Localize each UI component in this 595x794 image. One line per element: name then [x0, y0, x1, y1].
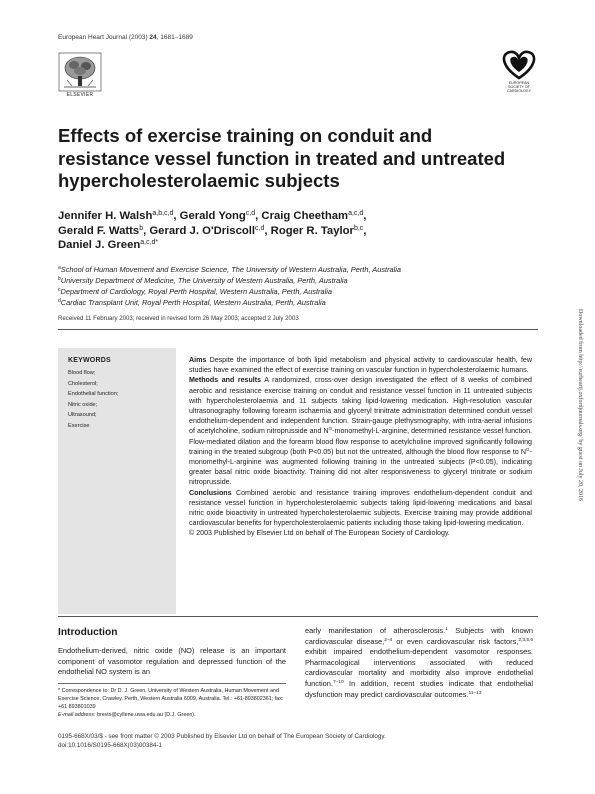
author-name: Gerald F. Watts	[58, 224, 140, 237]
keyword-item: Nitric oxide;	[68, 401, 98, 408]
society-label-line2: SOCIETY OF	[508, 85, 530, 89]
citation-ref[interactable]: 2–4	[384, 637, 393, 643]
publisher-name: ELSEVIER	[66, 92, 94, 98]
introduction-heading: Introduction	[58, 627, 118, 638]
keyword-item: Cholesterol;	[68, 380, 98, 387]
keyword-item: Ultrasound;	[68, 412, 97, 418]
affiliation-item: $^a$School of Human Movement and Exercise Science, The University of Western Australia, Perth, Australia	[58, 265, 402, 274]
affiliation-list	[58, 264, 528, 308]
doi-line: doi:10.1016/S0195-668X(03)00384-1	[58, 742, 162, 749]
abstract-aims: Aims Despite the importance of both lipid metabolism and physical activity to cardiovascular health, few studies have examined the effect of exercise training on vascular function in hypercholesterolaemic humans.	[189, 356, 532, 375]
abstract-copyright: © 2003 Published by Elsevier Ltd on behalf of The European Society of Cardiology.	[189, 529, 450, 538]
journal-name: European Heart Journal (2003)	[58, 34, 150, 41]
keyword-item: Blood flow;	[68, 370, 96, 376]
correspondence-footnote: * Correspondence to: Dr D. J. Green, University of Western Australia, Human Movement and Exercise Science, Crawley, Perth, Western Australia 6009, Australia. Tel.: +61-893802361; fax: +61 893801039 E-mail address: brevis@cyllene.uwa.edu.au (D.J. Green).	[58, 688, 284, 718]
introduction-text-right: early manifestation of atherosclerosis.$^1$ Subjects with known cardiovascular disease,$^{2-4}$ or even cardiovascular risk factors,$^{2,3,5,6}$ exhibit impaired endothelium-dependent vasomotor responses. Pharmacological interventions associated with reduced cardiovascular mortality and morbidity also improve endothelial function.$^{7-10}$ In addition, recent studies indicate that endothelial dysfunction may predict cardiovascular outcomes.$^{11-13}$	[305, 626, 533, 699]
affiliation-item: $^c$Department of Cardiology, Royal Perth Hospital, Western Australia, Perth, Australia	[58, 287, 333, 296]
author-affiliation-mark: c,d	[255, 224, 265, 232]
journal-reference	[58, 34, 193, 41]
keywords-heading: KEYWORDS	[68, 357, 111, 364]
author-list: Jennifer H. Walsh$^{a,b,c,d}$, Gerald Yong$^{c,d}$, Craig Cheetham$^{a,c,d}$, Gerald F. Watts$^b$, Gerard J. O'Driscoll$^{c,d}$, Roger R. Taylor$^{b,c}$, Daniel J. Green$^{a,c,d*}$	[58, 210, 367, 251]
author-affiliation-mark: b,c	[353, 224, 364, 232]
citation-ref[interactable]: 11–13	[468, 690, 482, 696]
author-name: Gerard J. O'Driscoll	[149, 224, 256, 237]
section-divider	[58, 616, 538, 617]
society-logo	[496, 48, 542, 100]
abstract-methods: Methods and results A randomized, cross-over design investigated the effect of 8 weeks of combined aerobic and resistance exercise training on conduit and resistance vessel function in 11 untreated subjects with hypercholesterolaemia and 11 subjects taking lipid-lowering medication. High-resolution vascular ultrasonography following forearm ischaemia and glyceryl trinitrate administration determined conduit vessel endothelium-dependent and independent function. Strain-gauge plethysmography, with intra-aerial infusions of acetylcholine, sodium nitroprusside and $N^G-monomethyl-L$-arginine, determined resistance vessel function. Flow-mediated dilation and the forearm blood flow response to acetylcholine improved significantly following training in the treated subgroup (both P<0.05) but not the untreated, although the blood flow response to $N^G-monomethyl-L$-arginine was augmented following training in the untreated subjects (P<0.05), indicating greater basal nitric oxide bioactivity. Training did not alter responsiveness to glyceryl trinitrate or sodium nitroprusside.	[189, 376, 532, 487]
keywords-list	[68, 368, 118, 431]
author-name: Daniel J. Green	[58, 239, 141, 251]
publisher-tree-icon	[58, 52, 102, 92]
footnote-divider	[58, 683, 286, 684]
society-label-line1: EUROPEAN	[508, 81, 530, 85]
author-affiliation-mark: a,c,d	[348, 210, 364, 217]
publisher-logo	[58, 52, 102, 100]
journal-volume: 24	[149, 34, 157, 41]
author-affiliation-mark: c,d	[245, 210, 256, 217]
issn-line: 0195-668X/03/$ - see front matter © 2003 Published by Elsevier Ltd on behalf of The European Society of Cardiology.	[58, 733, 386, 740]
download-note: Downloaded from http://eurheartj.oxfordjournals.org/ by guest on July 20, 2016	[577, 308, 583, 501]
heart-logo-icon	[496, 48, 542, 80]
author-name: Jennifer H. Walsh	[58, 210, 153, 222]
abstract-conclusions: Conclusions Combined aerobic and resistance training improves endothelium-dependent conduit and resistance vessel function in hypercholesterolaemic subjects taking lipid-lowering medications and basal nitric oxide bioactivity in untreated hypercholesterolaemic subjects. Exercise training may provide additional cardiovascular benefits for hypercholesterolaemic patients including those taking lipid-lowering medication.	[189, 488, 532, 528]
correspondence-email[interactable]: brevis@cyllene.uwa.edu.au (D.J. Green).	[95, 711, 196, 718]
author-name: Gerald Yong	[179, 210, 246, 222]
citation-ref[interactable]: 7–10	[332, 679, 344, 685]
author-name: Roger R. Taylor	[270, 224, 354, 237]
citation-ref[interactable]: 1	[445, 627, 448, 632]
section-divider	[58, 329, 538, 330]
author-affiliation-mark: b	[139, 224, 144, 232]
abstract	[189, 355, 532, 539]
keyword-item: Exercise	[68, 422, 90, 429]
introduction-text-left: Endothelium-derived, nitric oxide (NO) release is an important component of vasomotor regulation and depressed function of the endothelial NO system is an	[58, 646, 286, 677]
keyword-item: Endothelial function;	[68, 391, 119, 397]
journal-pages: , 1681–1689	[156, 34, 193, 41]
citation-ref[interactable]: 2,3,5,6	[518, 637, 533, 643]
author-affiliation-mark: a,c,d*	[140, 239, 159, 246]
received-dates: Received 11 February 2003; received in revised form 26 May 2003; accepted 2 July 2003	[58, 315, 299, 322]
affiliation-item: $^d$Cardiac Transplant Unit, Royal Perth Hospital, Western Australia, Perth, Australia	[58, 298, 326, 307]
author-name: Craig Cheetham	[261, 210, 349, 222]
article-title: Effects of exercise training on conduit and resistance vessel function in treated and untreated hypercholesterolaemic subjects	[58, 125, 506, 191]
author-affiliation-mark: a,b,c,d	[152, 210, 174, 217]
society-label-line3: CARDIOLOGY	[507, 89, 531, 93]
affiliation-item: $^b$University Department of Medicine, The University of Western Australia, Perth, Australia	[58, 276, 348, 285]
